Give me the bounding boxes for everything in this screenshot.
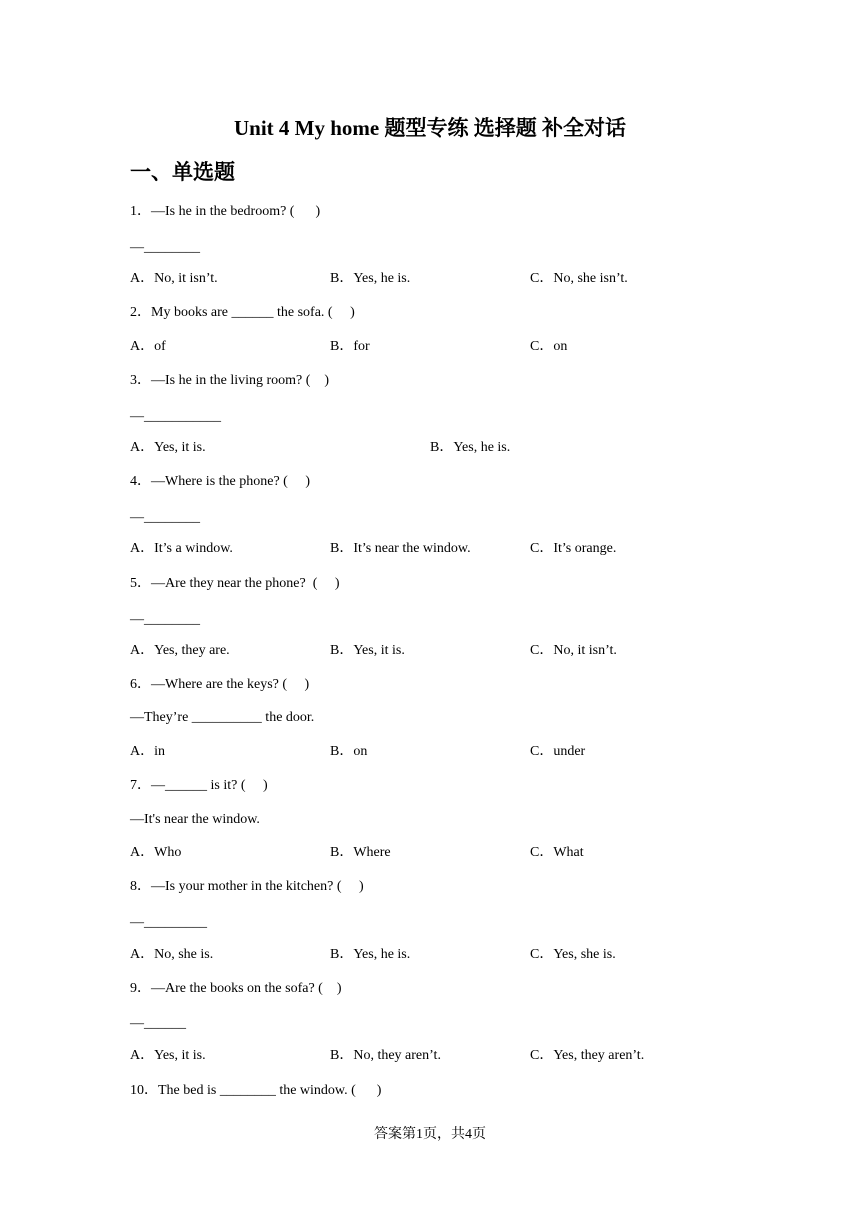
question-1-option-c: C．No, she isn’t.: [530, 271, 628, 286]
question-6-option-b: B．on: [330, 744, 368, 759]
question-8-option-a: A．No, she is.: [130, 947, 214, 962]
question-7-answer-line: —It's near the window.: [130, 812, 260, 827]
question-8-stem: 8．—Is your mother in the kitchen? ( ): [130, 879, 364, 894]
question-3-answer-line: —___________: [130, 409, 221, 424]
question-9-answer-line: —______: [130, 1016, 186, 1031]
question-9-option-a: A．Yes, it is.: [130, 1048, 206, 1063]
question-5-option-c: C．No, it isn’t.: [530, 643, 617, 658]
question-4-option-c: C．It’s orange.: [530, 541, 617, 556]
question-3-option-b: B．Yes, he is.: [430, 440, 511, 455]
question-9-option-b: B．No, they aren’t.: [330, 1048, 441, 1063]
question-1-answer-line: —________: [130, 240, 200, 255]
question-10-stem: 10．The bed is ________ the window. ( ): [130, 1083, 382, 1098]
question-1-option-a: A．No, it isn’t.: [130, 271, 218, 286]
question-4-stem: 4．—Where is the phone? ( ): [130, 474, 310, 489]
question-2-stem: 2．My books are ______ the sofa. ( ): [130, 305, 355, 320]
question-9-stem: 9．—Are the books on the sofa? ( ): [130, 981, 342, 996]
section-heading: 一、单选题: [130, 160, 235, 184]
page-footer: 答案第1页，共4页: [374, 1127, 486, 1142]
question-5-answer-line: —________: [130, 612, 200, 627]
question-1-option-b: B．Yes, he is.: [330, 271, 411, 286]
question-8-option-c: C．Yes, she is.: [530, 947, 616, 962]
question-6-answer-line: —They’re __________ the door.: [130, 710, 315, 725]
question-7-stem: 7．—______ is it? ( ): [130, 778, 268, 793]
question-7-option-a: A．Who: [130, 845, 182, 860]
question-3-option-a: A．Yes, it is.: [130, 440, 206, 455]
question-7-option-c: C．What: [530, 845, 584, 860]
question-5-stem: 5．—Are they near the phone? ( ): [130, 576, 340, 591]
question-2-option-a: A．of: [130, 339, 166, 354]
question-4-option-b: B．It’s near the window.: [330, 541, 471, 556]
question-1-stem: 1．—Is he in the bedroom? ( ): [130, 204, 321, 219]
question-2-option-c: C．on: [530, 339, 568, 354]
question-5-option-b: B．Yes, it is.: [330, 643, 405, 658]
document-title: Unit 4 My home 题型专练 选择题 补全对话: [234, 116, 626, 140]
question-6-stem: 6．—Where are the keys? ( ): [130, 677, 310, 692]
question-9-option-c: C．Yes, they aren’t.: [530, 1048, 645, 1063]
question-6-option-a: A．in: [130, 744, 165, 759]
question-8-option-b: B．Yes, he is.: [330, 947, 411, 962]
question-6-option-c: C．under: [530, 744, 586, 759]
question-3-stem: 3．—Is he in the living room? ( ): [130, 373, 330, 388]
question-8-answer-line: —_________: [130, 915, 207, 930]
question-4-answer-line: —________: [130, 510, 200, 525]
question-7-option-b: B．Where: [330, 845, 391, 860]
question-4-option-a: A．It’s a window.: [130, 541, 233, 556]
question-2-option-b: B．for: [330, 339, 370, 354]
question-5-option-a: A．Yes, they are.: [130, 643, 230, 658]
